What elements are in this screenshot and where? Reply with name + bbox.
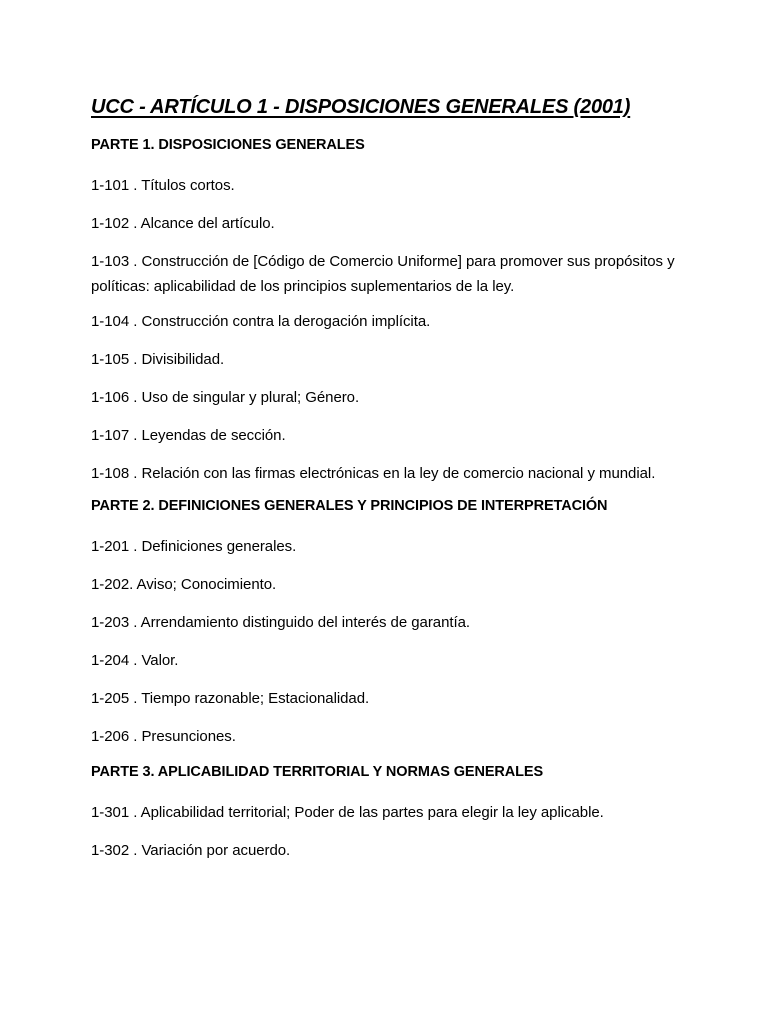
section-1-203: 1-203 . Arrendamiento distinguido del interés de garantía. <box>91 614 471 631</box>
section-1-301: 1-301 . Aplicabilidad territorial; Poder de las partes para elegir la ley aplicable. <box>91 804 604 821</box>
document-title: UCC - ARTÍCULO 1 - DISPOSICIONES GENERALES (2001) <box>91 96 631 118</box>
section-1-302: 1-302 . Variación por acuerdo. <box>91 842 291 859</box>
section-1-108: 1-108 . Relación con las firmas electrónicas en la ley de comercio nacional y mundial. <box>91 465 656 482</box>
section-1-204: 1-204 . Valor. <box>91 652 179 669</box>
part-heading: PARTE 3. APLICABILIDAD TERRITORIAL Y NORMAS GENERALES <box>91 764 544 780</box>
section-1-205: 1-205 . Tiempo razonable; Estacionalidad. <box>91 690 370 707</box>
section-1-101: 1-101 . Títulos cortos. <box>91 177 235 194</box>
section-1-104: 1-104 . Construcción contra la derogación implícita. <box>91 313 431 330</box>
document-body <box>91 94 691 876</box>
part-1 <box>91 135 691 486</box>
part-3 <box>91 762 691 863</box>
section-1-105: 1-105 . Divisibilidad. <box>91 351 225 368</box>
part-heading: PARTE 1. DISPOSICIONES GENERALES <box>91 137 365 153</box>
part-2 <box>91 496 691 749</box>
section-1-201: 1-201 . Definiciones generales. <box>91 538 297 555</box>
part-heading: PARTE 2. DEFINICIONES GENERALES Y PRINCIPIOS DE INTERPRETACIÓN <box>91 498 608 514</box>
section-1-106: 1-106 . Uso de singular y plural; Género. <box>91 389 360 406</box>
section-1-102: 1-102 . Alcance del artículo. <box>91 215 275 232</box>
section-1-202: 1-202. Aviso; Conocimiento. <box>91 576 277 593</box>
section-1-206: 1-206 . Presunciones. <box>91 728 236 745</box>
section-1-103: 1-103 . Construcción de [Código de Comercio Uniforme] para promover sus propósitos y políticas: aplicabilidad de los principios suplementarios de la ley. <box>91 253 675 295</box>
section-1-107: 1-107 . Leyendas de sección. <box>91 427 286 444</box>
